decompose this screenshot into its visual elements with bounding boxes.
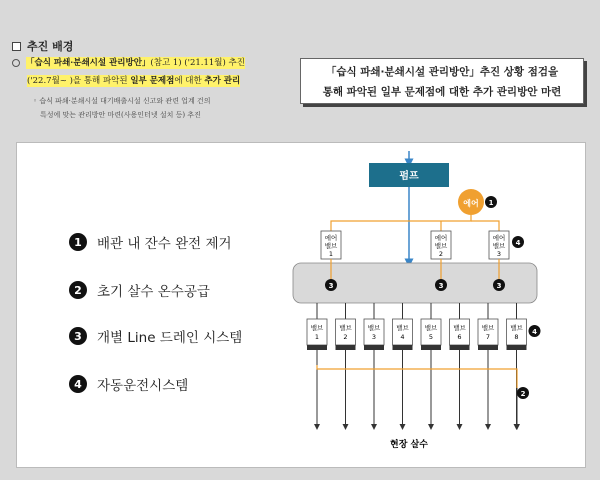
line2-mid: 에 대한 [174,76,205,86]
valve-base [450,345,470,350]
air-valve-label: 에어 [434,234,448,242]
drain-pipe [317,365,517,388]
valve-label: 밸브 [367,324,381,332]
valve-base [478,345,498,350]
badge-number: 1 [488,199,494,207]
circle-bullet-icon [12,59,20,67]
air-valve-label: 밸브 [324,242,338,250]
badge-number: 3 [328,282,334,290]
air-pipe [331,215,471,231]
air-valve-1 [321,231,341,259]
list-item-text: 초기 살수 온수공급 [97,284,210,300]
air-valve-label: 밸브 [492,242,506,250]
callout-line-1: 「습식 파쇄·분쇄시설 관리방안」추진 상황 점검을 [325,66,559,78]
valve-number: 4 [400,333,405,341]
valve-3 [364,303,384,427]
valve-4 [393,303,413,427]
valve-base [507,345,527,350]
air-pipe [471,221,499,231]
air-valve-label: 에어 [324,234,338,242]
valve-number: 2 [343,333,348,341]
square-bullet-icon [12,42,21,51]
valve-label: 밸브 [339,324,352,332]
valve-6 [450,303,470,427]
diagram-panel [16,142,586,468]
number-badge: 4 [69,375,87,393]
pump-label: 펌프 [399,171,419,182]
air-valve-3 [489,231,509,259]
valve-box [336,319,356,345]
valve-box [393,319,413,345]
section-title: 추진 배경 [27,40,74,53]
valve-box [307,319,327,345]
air-valve-number: 2 [438,250,444,258]
background-line-1 [12,56,245,68]
valve-number: 8 [514,333,519,341]
air-valve-number: 3 [496,250,502,258]
list-item-text: 개별 Line 드레인 시스템 [97,330,243,346]
badge-number: 4 [532,328,537,336]
valve-base [307,345,327,350]
valve-box [364,319,384,345]
section-heading [12,38,73,54]
valve-5 [421,303,441,427]
valve-number: 5 [428,333,434,341]
valve-number: 1 [314,333,320,341]
valve-base [336,345,356,350]
valve-box [478,319,498,345]
piping-diagram [17,143,585,467]
number-badge: 3 [69,327,87,345]
valve-box [507,319,527,345]
callout-box [300,58,584,104]
valve-label: 밸브 [424,324,438,332]
badge-number: 2 [520,390,526,398]
valve-label: 밸브 [510,324,523,332]
field-spray-label: 현장 살수 [390,440,428,450]
valve-label: 밸브 [310,324,324,332]
line1-rest: (참고 1) ('21.11월) 추진 [150,58,245,68]
highlight-plan-title: 「습식 파쇄·분쇄시설 관리방안」 [26,58,151,68]
callout-line-2: 통해 파악된 일부 문제점에 대한 추가 관리방안 마련 [322,86,562,98]
badge-number: 4 [515,239,521,247]
line2-highlight: 일부 문제점 [130,76,175,86]
air-valve-label: 에어 [492,234,506,242]
valve-7 [478,303,498,427]
list-item-text: 배관 내 잔수 완전 제거 [97,236,232,252]
valve-label: 밸브 [453,324,466,332]
line2-tail: 추가 관리 [204,76,241,86]
valve-box [450,319,470,345]
air-valve-number: 1 [328,250,334,258]
background-line-4: 특성에 맞는 관리방안 마련(사용인터넷 설치 등) 추진 [40,111,201,119]
air-valve-label: 밸브 [434,242,448,250]
valve-row [307,303,541,427]
valve-label: 밸브 [396,324,409,332]
background-line-3: ◦ 습식 파쇄·분쇄시설 대기배출시설 신고와 관련 업계 건의 [33,97,211,105]
valve-base [364,345,384,350]
line2-prefix: ('22.7월~ )을 통해 파악된 [27,76,131,86]
number-badge: 1 [69,233,87,251]
badge-number: 3 [438,282,444,290]
background-line-2 [27,74,240,86]
air-valve-2 [431,231,451,259]
valve-label: 밸브 [481,324,495,332]
badge-number: 3 [496,282,502,290]
valve-2 [336,303,356,427]
valve-base [421,345,441,350]
list-item-text: 자동운전시스템 [97,378,189,394]
valve-box [421,319,441,345]
valve-base [393,345,413,350]
valve-number: 3 [371,333,377,341]
air-label: 에어 [463,199,479,208]
valve-number: 7 [485,333,491,341]
valve-number: 6 [457,333,462,341]
number-badge: 2 [69,281,87,299]
